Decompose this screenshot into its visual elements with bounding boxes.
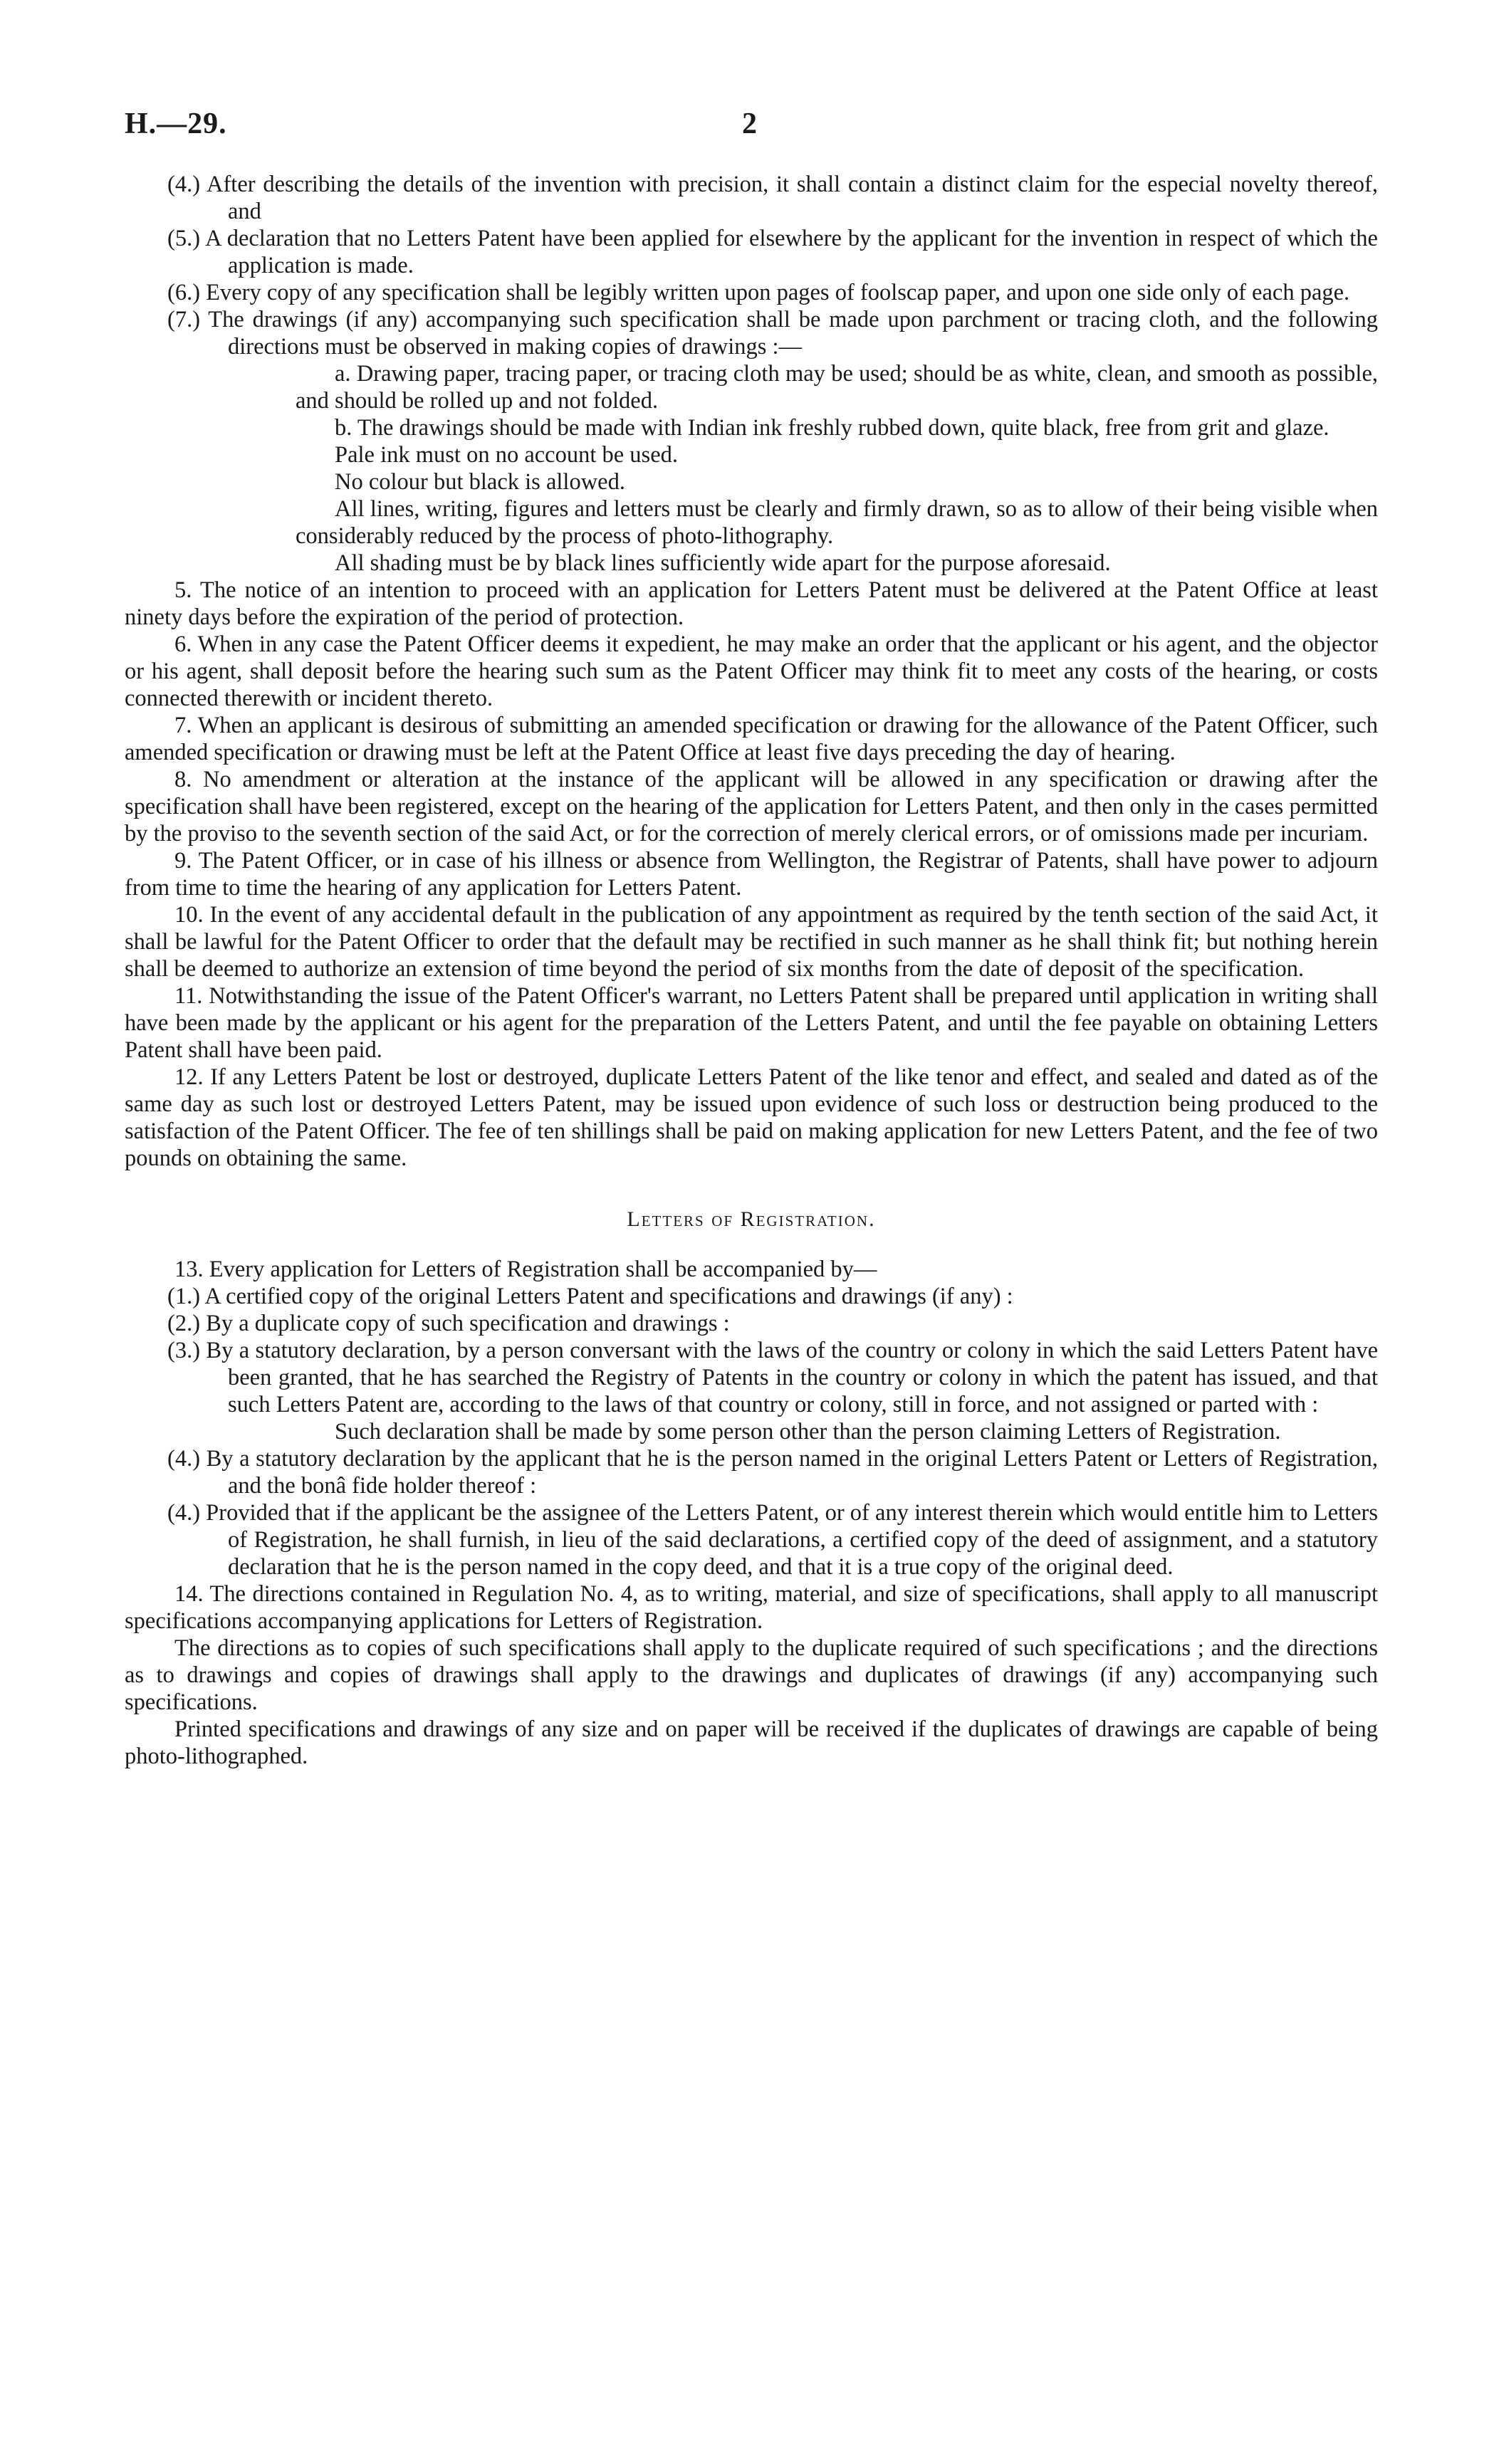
paragraph: The directions as to copies of such specifications shall apply to the duplicate required of such specifications ; and the directions as to drawings and copies of drawings shall apply to the drawings and duplicates of drawings (if any) accompanying such specifications. [125,1635,1378,1715]
letters-of-registration-section [125,1256,1378,1770]
paragraph: Such declaration shall be made by some person other than the person claiming Letters of Registration. [335,1419,1281,1445]
paragraph: 11. Notwithstanding the issue of the Patent Officer's warrant, no Letters Patent shall be prepared until application in writing shall have been made by the applicant or his agent for the preparation of the Letters Patent, and until the fee payable on obtaining Letters Patent shall have been paid. [125,983,1378,1063]
page-number: 2 [742,108,757,140]
paragraph: 6. When in any case the Patent Officer deems it expedient, he may make an order that the applicant or his agent, and the objector or his agent, shall deposit before the hearing such sum as the Patent Officer may think fit to meet any costs of the hearing, or costs connected therewith or incident thereto. [125,631,1378,711]
list-item: (7.) The drawings (if any) accompanying such specification shall be made upon parchment or tracing cloth, and the following directions must be observed in making copies of drawings :— [167,307,1378,360]
section-heading: Letters of Registration. [627,1207,876,1231]
paragraph: 13. Every application for Letters of Registration shall be accompanied by— [174,1257,877,1282]
list-item: (4.) By a statutory declaration by the applicant that he is the person named in the original Letters Patent or Letters of Registration, and the bonâ fide holder thereof : [167,1446,1378,1499]
list-item: (1.) A certified copy of the original Letters Patent and specifications and drawings (if any) : [167,1284,1013,1309]
document-body [125,171,1378,1770]
paragraph: All shading must be by black lines sufficiently wide apart for the purpose aforesaid. [335,550,1111,576]
paragraph: 10. In the event of any accidental default in the publication of any appointment as required by the tenth section of the said Act, it shall be lawful for the Patent Officer to order that the default may be rectified in such manner as he shall think fit; but nothing herein shall be deemed to authorize an extension of time beyond the period of six months from the date of deposit of the specification. [125,902,1378,982]
paragraph: 7. When an applicant is desirous of submitting an amended specification or drawing for the allowance of the Patent Officer, such amended specification or drawing must be left at the Patent Office at least five days preceding the day of hearing. [125,713,1378,765]
paragraph: a. Drawing paper, tracing paper, or tracing cloth may be used; should be as white, clean, and smooth as possible, and should be rolled up and not folded. [296,361,1378,414]
paragraph: No colour but black is allowed. [335,469,625,495]
list-item: (3.) By a statutory declaration, by a person conversant with the laws of the country or colony in which the said Letters Patent have been granted, that he has searched the Registry of Patents in the country or colony in which the patent has issued, and that such Letters Patent are, according to the laws of that country or colony, still in force, and not assigned or parted with : [167,1338,1378,1417]
paragraph: Printed specifications and drawings of any size and on paper will be received if the duplicates of drawings are capable of being photo-lithographed. [125,1716,1378,1769]
paragraph: Pale ink must on no account be used. [335,442,678,468]
list-item: (6.) Every copy of any specification shall be legibly written upon pages of foolscap paper, and upon one side only of each page. [167,280,1350,305]
list-item: (4.) Provided that if the applicant be the assignee of the Letters Patent, or of any interest therein which would entitle him to Letters of Registration, he shall furnish, in lieu of the said declarations, a certified copy of the deed of assignment, and a statutory declaration that he is the person named in the copy deed, and that it is a true copy of the original deed. [167,1500,1378,1580]
page-header [125,107,1378,150]
paragraph: All lines, writing, figures and letters must be clearly and firmly drawn, so as to allow of their being visible when considerably reduced by the process of photo-lithography. [296,496,1378,549]
paragraph: 12. If any Letters Patent be lost or destroyed, duplicate Letters Patent of the like tenor and effect, and sealed and dated as of the same day as such lost or destroyed Letters Patent, may be issued upon evidence of such loss or destruction being produced to the satisfaction of the Patent Officer. The fee of ten shillings shall be paid on making application for new Letters Patent, and the fee of two pounds on obtaining the same. [125,1064,1378,1171]
regulations-section [125,171,1378,1172]
list-item: (2.) By a duplicate copy of such specification and drawings : [167,1311,730,1336]
paragraph: 14. The directions contained in Regulation No. 4, as to writing, material, and size of specifications, shall apply to all manuscript specifications accompanying applications for Letters of Registration. [125,1581,1378,1634]
paragraph: 8. No amendment or alteration at the instance of the applicant will be allowed in any specification or drawing after the specification shall have been registered, except on the hearing of the application for Letters Patent, and then only in the cases permitted by the proviso to the seventh section of the said Act, or for the correction of merely clerical errors, or of omissions made per incuriam. [125,767,1378,846]
list-item: (5.) A declaration that no Letters Patent have been applied for elsewhere by the applicant for the invention in respect of which the application is made. [167,226,1378,278]
paragraph: 9. The Patent Officer, or in case of his illness or absence from Wellington, the Registrar of Patents, shall have power to adjourn from time to time the hearing of any application for Letters Patent. [125,848,1378,901]
paragraph: 5. The notice of an intention to proceed with an application for Letters Patent must be delivered at the Patent Office at least ninety days before the expiration of the period of protection. [125,577,1378,630]
document-reference: H.—29. [125,108,227,140]
paragraph: b. The drawings should be made with Indian ink freshly rubbed down, quite black, free from grit and glaze. [335,415,1329,441]
list-item: (4.) After describing the details of the invention with precision, it shall contain a distinct claim for the especial novelty thereof, and [167,172,1378,224]
